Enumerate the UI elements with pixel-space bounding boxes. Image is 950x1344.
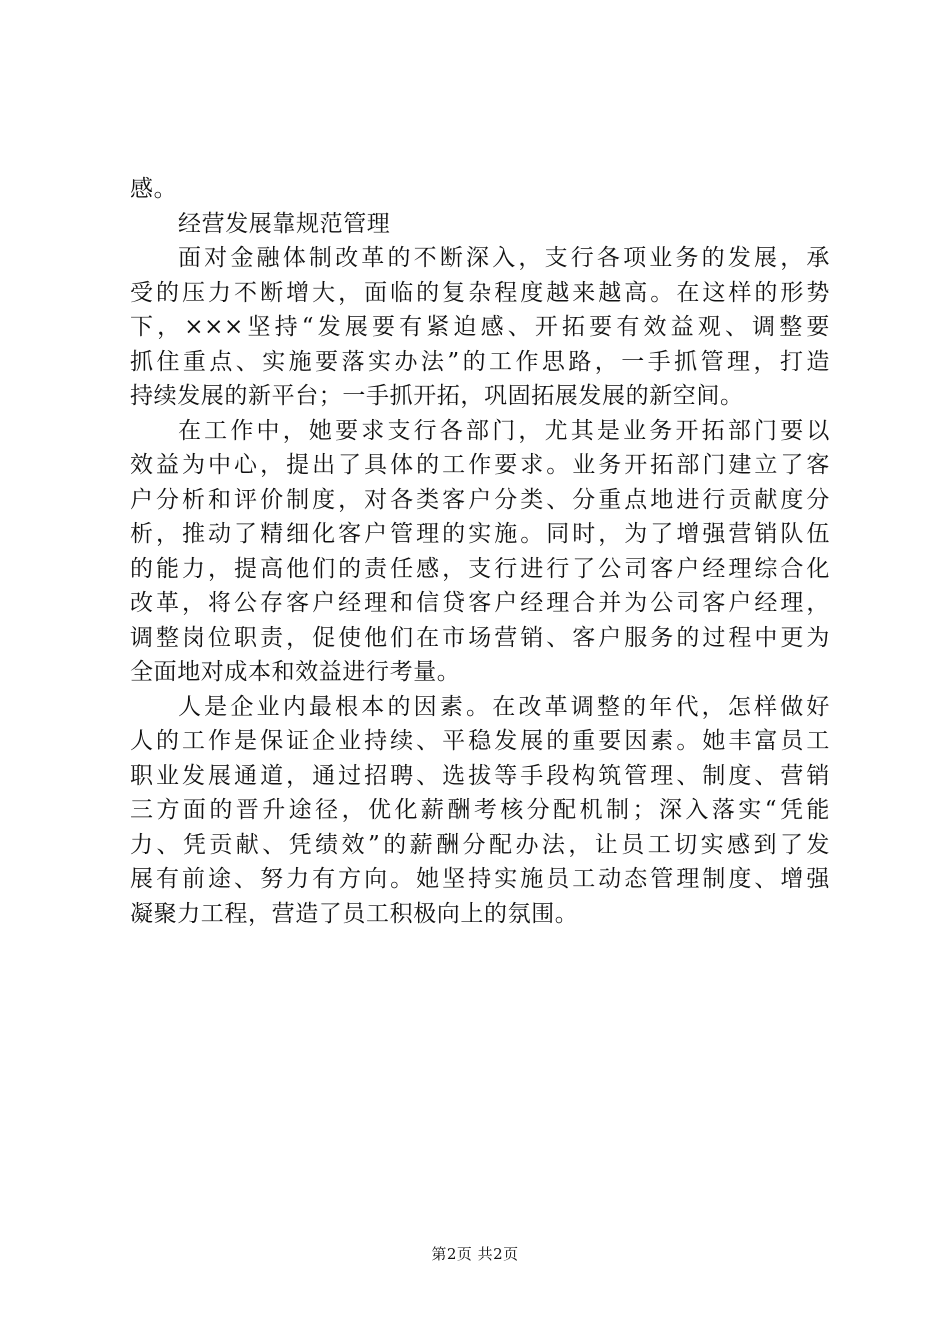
text-line-6: 抓住重点、实施要落实办法”的工作思路，一手抓管理，打造 xyxy=(130,348,830,375)
text-line-17: 人的工作是保证企业持续、平稳发展的重要因素。她丰富员工 xyxy=(130,728,830,754)
text-line-1: 感。 xyxy=(130,176,178,202)
text-line-4: 受的压力不断增大，面临的复杂程度越来越高。在这样的形势 xyxy=(130,279,830,306)
text-line-8: 在工作中，她要求支行各部门，尤其是业务开拓部门要以 xyxy=(178,417,830,444)
text-line-18: 职业发展通道，通过招聘、选拔等手段构筑管理、制度、营销 xyxy=(130,762,830,789)
text-line-9: 效益为中心，提出了具体的工作要求。业务开拓部门建立了客 xyxy=(130,452,830,478)
text-line-15: 全面地对成本和效益进行考量。 xyxy=(130,659,461,685)
text-line-16: 人是企业内最根本的因素。在改革调整的年代，怎样做好 xyxy=(178,693,830,720)
text-line-12: 的能力，提高他们的责任感，支行进行了公司客户经理综合化 xyxy=(130,555,830,582)
section-heading: 经营发展靠规范管理 xyxy=(178,210,391,237)
document-body xyxy=(130,172,830,931)
text-line-10: 户分析和评价制度，对各类客户分类、分重点地进行贡献度分 xyxy=(130,486,830,513)
text-line-22: 凝聚力工程，营造了员工积极向上的氛围。 xyxy=(130,900,579,927)
text-line-3: 面对金融体制改革的不断深入，支行各项业务的发展，承 xyxy=(178,245,830,271)
text-line-11: 析，推动了精细化客户管理的实施。同时，为了增强营销队伍 xyxy=(130,521,830,547)
text-line-7: 持续发展的新平台；一手抓开拓，巩固拓展发展的新空间。 xyxy=(130,383,744,409)
text-line-19: 三方面的晋升途径，优化薪酬考核分配机制；深入落实“凭能 xyxy=(130,797,830,823)
text-line-5: 下，×××坚持“发展要有紧迫感、开拓要有效益观、调整要 xyxy=(130,314,830,340)
text-line-21: 展有前途、努力有方向。她坚持实施员工动态管理制度、增强 xyxy=(130,866,830,892)
text-line-14: 调整岗位职责，促使他们在市场营销、客户服务的过程中更为 xyxy=(130,624,830,651)
text-line-20: 力、凭贡献、凭绩效”的薪酬分配办法，让员工切实感到了发 xyxy=(130,831,830,858)
page-number-footer: 第2页 共2页 xyxy=(431,1245,519,1263)
text-line-13: 改革，将公存客户经理和信贷客户经理合并为公司客户经理， xyxy=(130,590,830,616)
